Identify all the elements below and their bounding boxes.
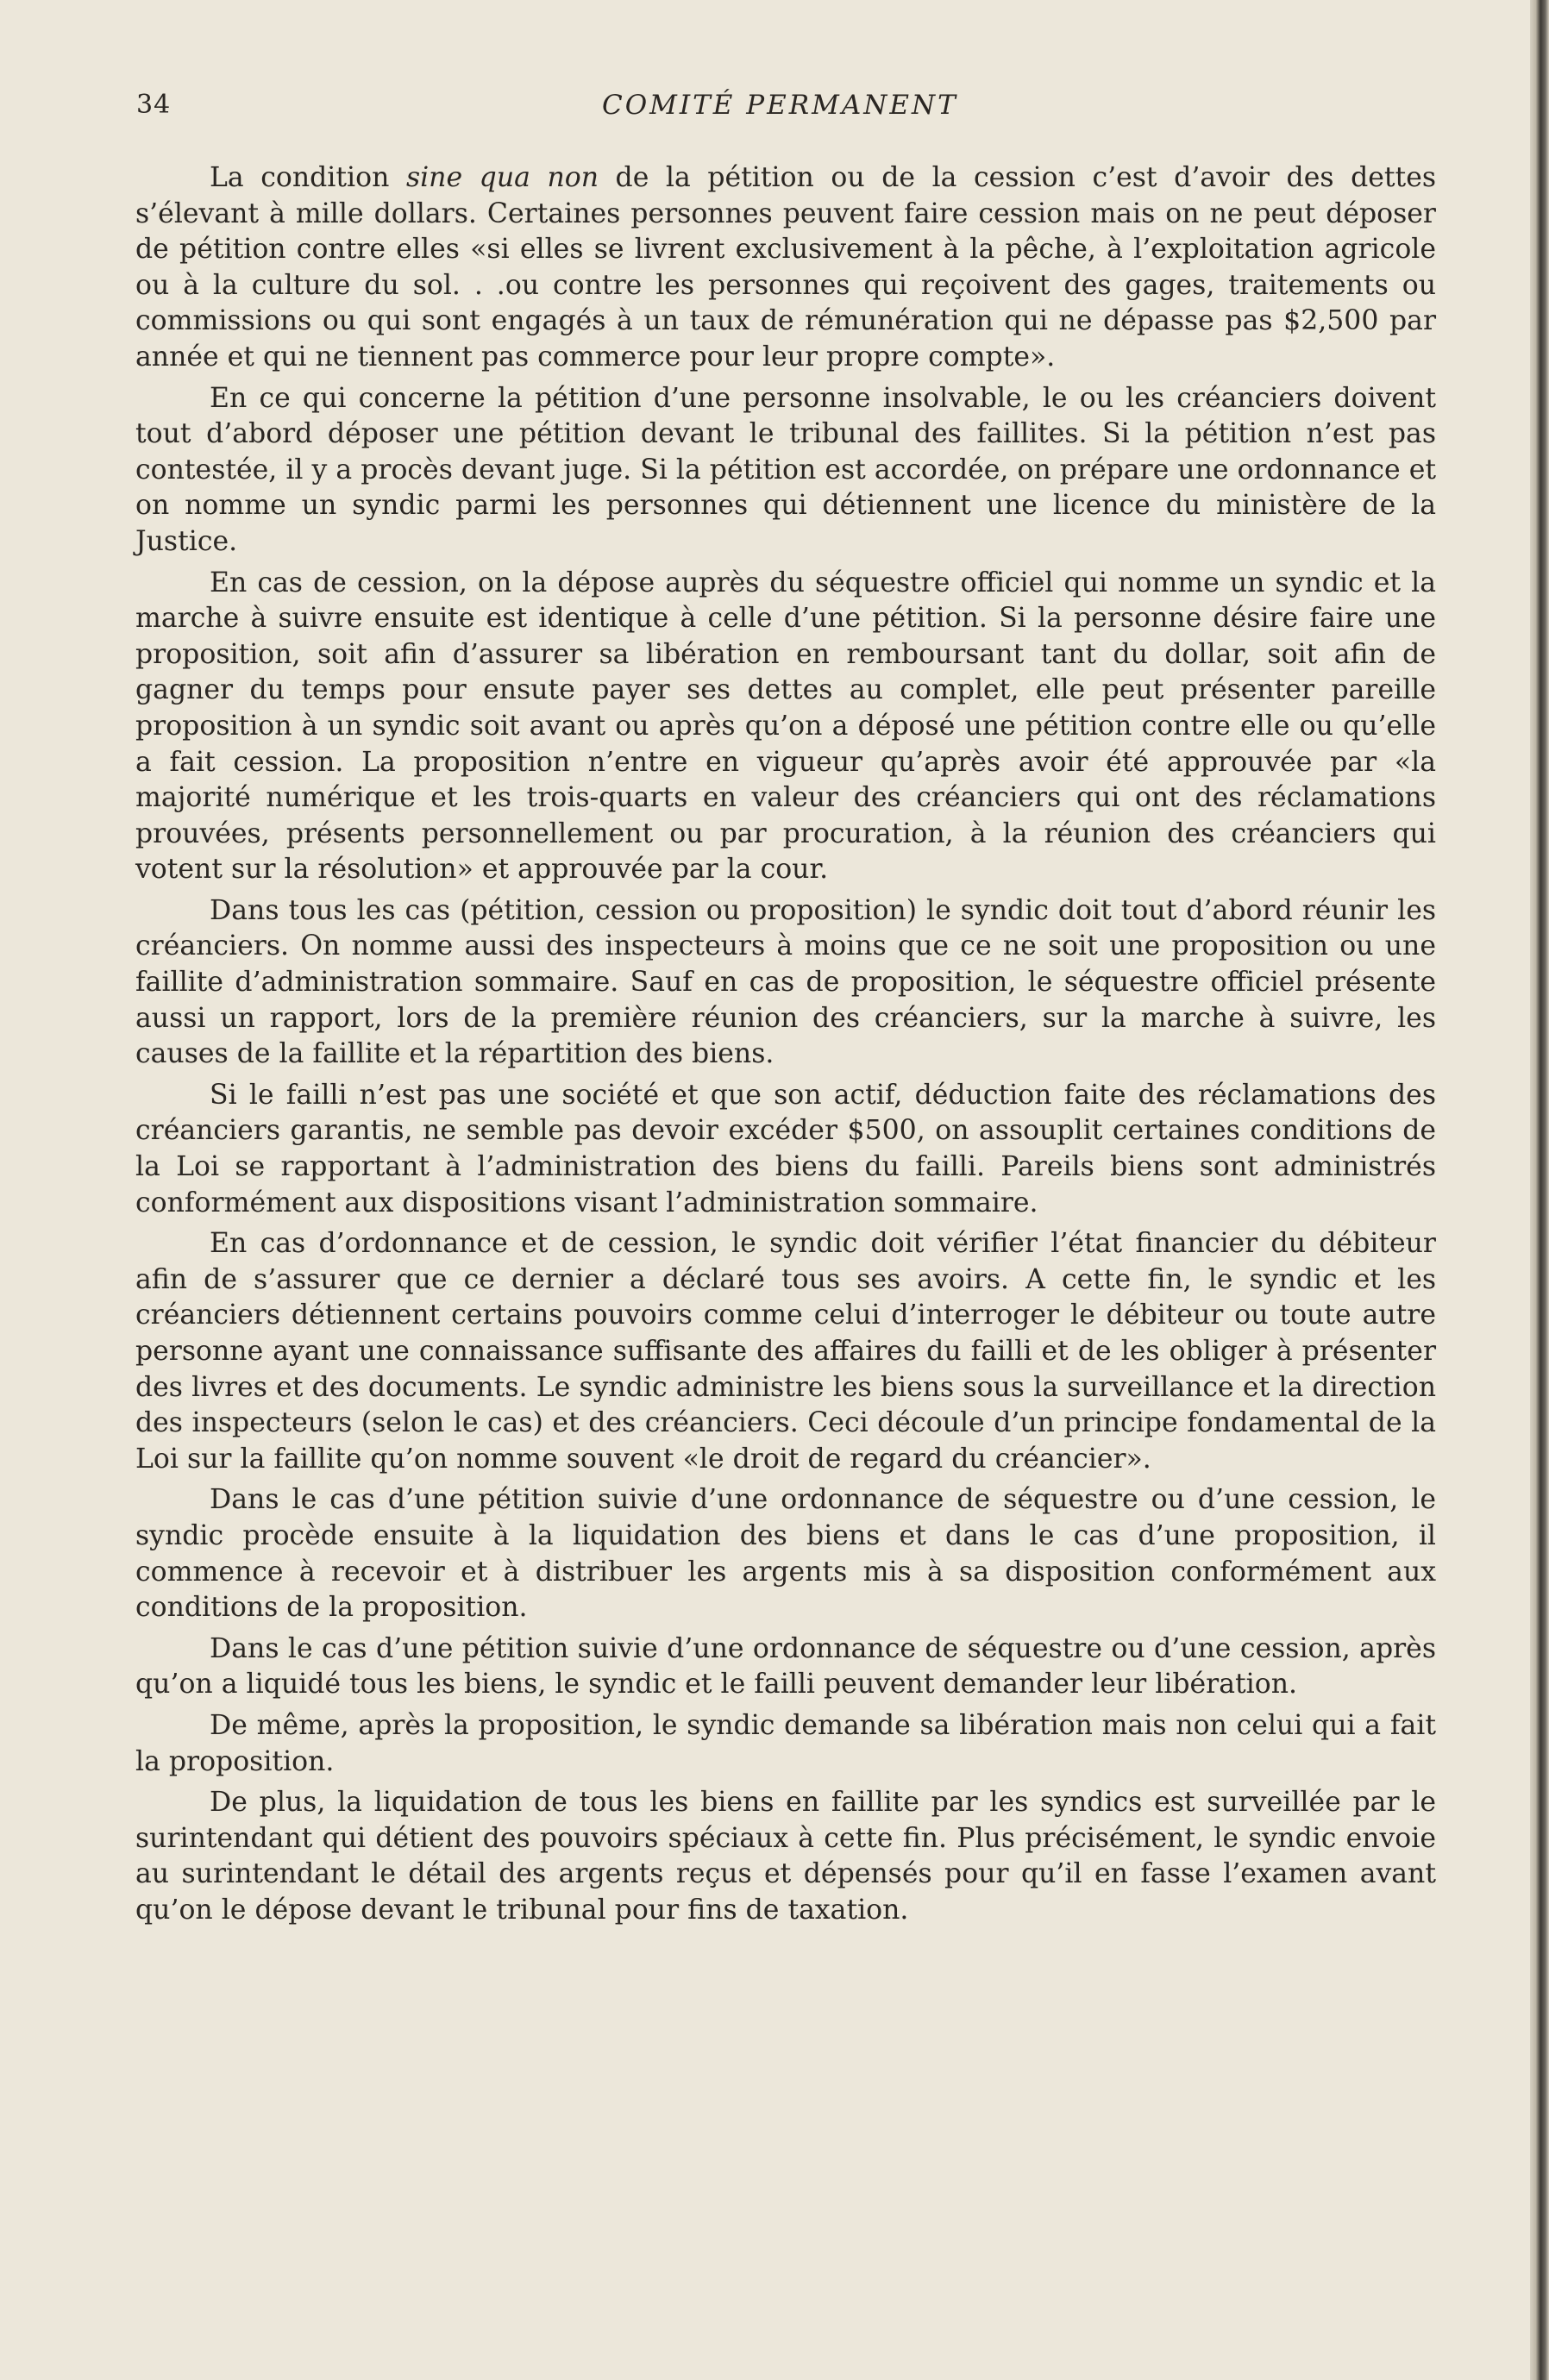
paragraph-5: Si le failli n’est pas une société et que son actif, déduction faite des réclamations des créanciers garantis, ne semble pas devoir excéder $500, on assouplit certaines conditions de la Loi se rapportant à l’administration des biens du failli. Pareils biens sont administrés conformément aux dispositions visant l’administration sommaire. (135, 1079, 1436, 1218)
running-title: COMITÉ PERMANENT (602, 90, 958, 121)
page-number: 34 (136, 90, 172, 120)
body-text (135, 160, 1436, 1934)
paragraph-2: En ce qui concerne la pétition d’une personne insolvable, le ou les créanciers doivent tout d’abord déposer une pétition devant le tribunal des faillites. Si la pétition n’est pas contestée, il y a procès devant juge. Si la pétition est accordée, on prépare une ordonnance et on nomme un syndic parmi les personnes qui détiennent une licence du ministère de la Justice. (135, 382, 1436, 557)
paragraph-1 (135, 160, 1436, 376)
paragraph-7: Dans le cas d’une pétition suivie d’une ordonnance de séquestre ou d’une cession, le syndic procède ensuite à la liquidation des biens et dans le cas d’une proposition, il commence à recevoir et à distribuer les argents mis à sa disposition conformément aux conditions de la proposition. (135, 1484, 1436, 1624)
paragraph-1-body: de la pétition ou de la cession c’est d’avoir des dettes s’élevant à mille dollars. Certaines personnes peuvent faire cession mais on ne peut déposer de pétition contre elles «si elles se livrent exclusivement à la pêche, à l’exploitation agricole ou à la culture du sol. . .ou contre les personnes qui reçoivent des gages, traitements ou commissions ou qui sont engagés à un taux de rémunération qui ne dépasse pas $2,500 par année et qui ne tiennent pas commerce pour leur propre compte». (135, 162, 1437, 373)
paragraph-4: Dans tous les cas (pétition, cession ou proposition) le syndic doit tout d’abord réunir les créanciers. On nomme aussi des inspecteurs à moins que ce ne soit une proposition ou une faillite d’administration sommaire. Sauf en cas de proposition, le séquestre officiel présente aussi un rapport, lors de la première réunion des créanciers, sur la marche à suivre, les causes de la faillite et la répartition des biens. (135, 894, 1436, 1070)
running-head (136, 90, 1430, 128)
paragraph-8: Dans le cas d’une pétition suivie d’une ordonnance de séquestre ou d’une cession, après qu’on a liquidé tous les biens, le syndic et le failli peuvent demander leur libération. (135, 1632, 1436, 1700)
paragraph-1-lead: La condition (210, 162, 406, 193)
paragraph-9: De même, après la proposition, le syndic demande sa libération mais non celui qui a fait la proposition. (135, 1709, 1436, 1777)
paragraph-6: En cas d’ordonnance et de cession, le syndic doit vérifier l’état financier du débiteur afin de s’assurer que ce dernier a déclaré tous ses avoirs. A cette fin, le syndic et les créanciers détiennent certains pouvoirs comme celui d’interroger le débiteur ou toute autre personne ayant une connaissance suffisante des affaires du failli et de les obliger à présenter des livres et des documents. Le syndic administre les biens sous la surveillance et la direction des inspecteurs (selon le cas) et des créanciers. Ceci découle d’un principe fondamental de la Loi sur la faillite qu’on nomme souvent «le droit de regard du créancier». (135, 1228, 1436, 1475)
paragraph-10: De plus, la liquidation de tous les biens en faillite par les syndics est surveillée par le surintendant qui détient des pouvoirs spéciaux à cette fin. Plus précisément, le syndic envoie au surintendant le détail des argents reçus et dépensés pour qu’il en fasse l’examen avant qu’on le dépose devant le tribunal pour fins de taxation. (135, 1787, 1436, 1926)
paragraph-3: En cas de cession, on la dépose auprès du séquestre officiel qui nomme un syndic et la marche à suivre ensuite est identique à celle d’une pétition. Si la personne désire faire une proposition, soit afin d’assurer sa libération en remboursant tant du dollar, soit afin de gagner du temps pour ensute payer ses dettes au complet, elle peut présenter pareille proposition à un syndic soit avant ou après qu’on a déposé une pétition contre elle ou qu’elle a fait cession. La proposition n’entre en vigueur qu’après avoir été approuvée par «la majorité numérique et les trois-quarts en valeur des créanciers qui ont des réclamations prouvées, présents personnellement ou par procuration, à la réunion des créanciers qui votent sur la résolution» et approuvée par la cour. (135, 567, 1436, 886)
paragraph-1-italic-term: sine qua non (405, 162, 599, 193)
page-binding-edge (1530, 0, 1549, 2380)
